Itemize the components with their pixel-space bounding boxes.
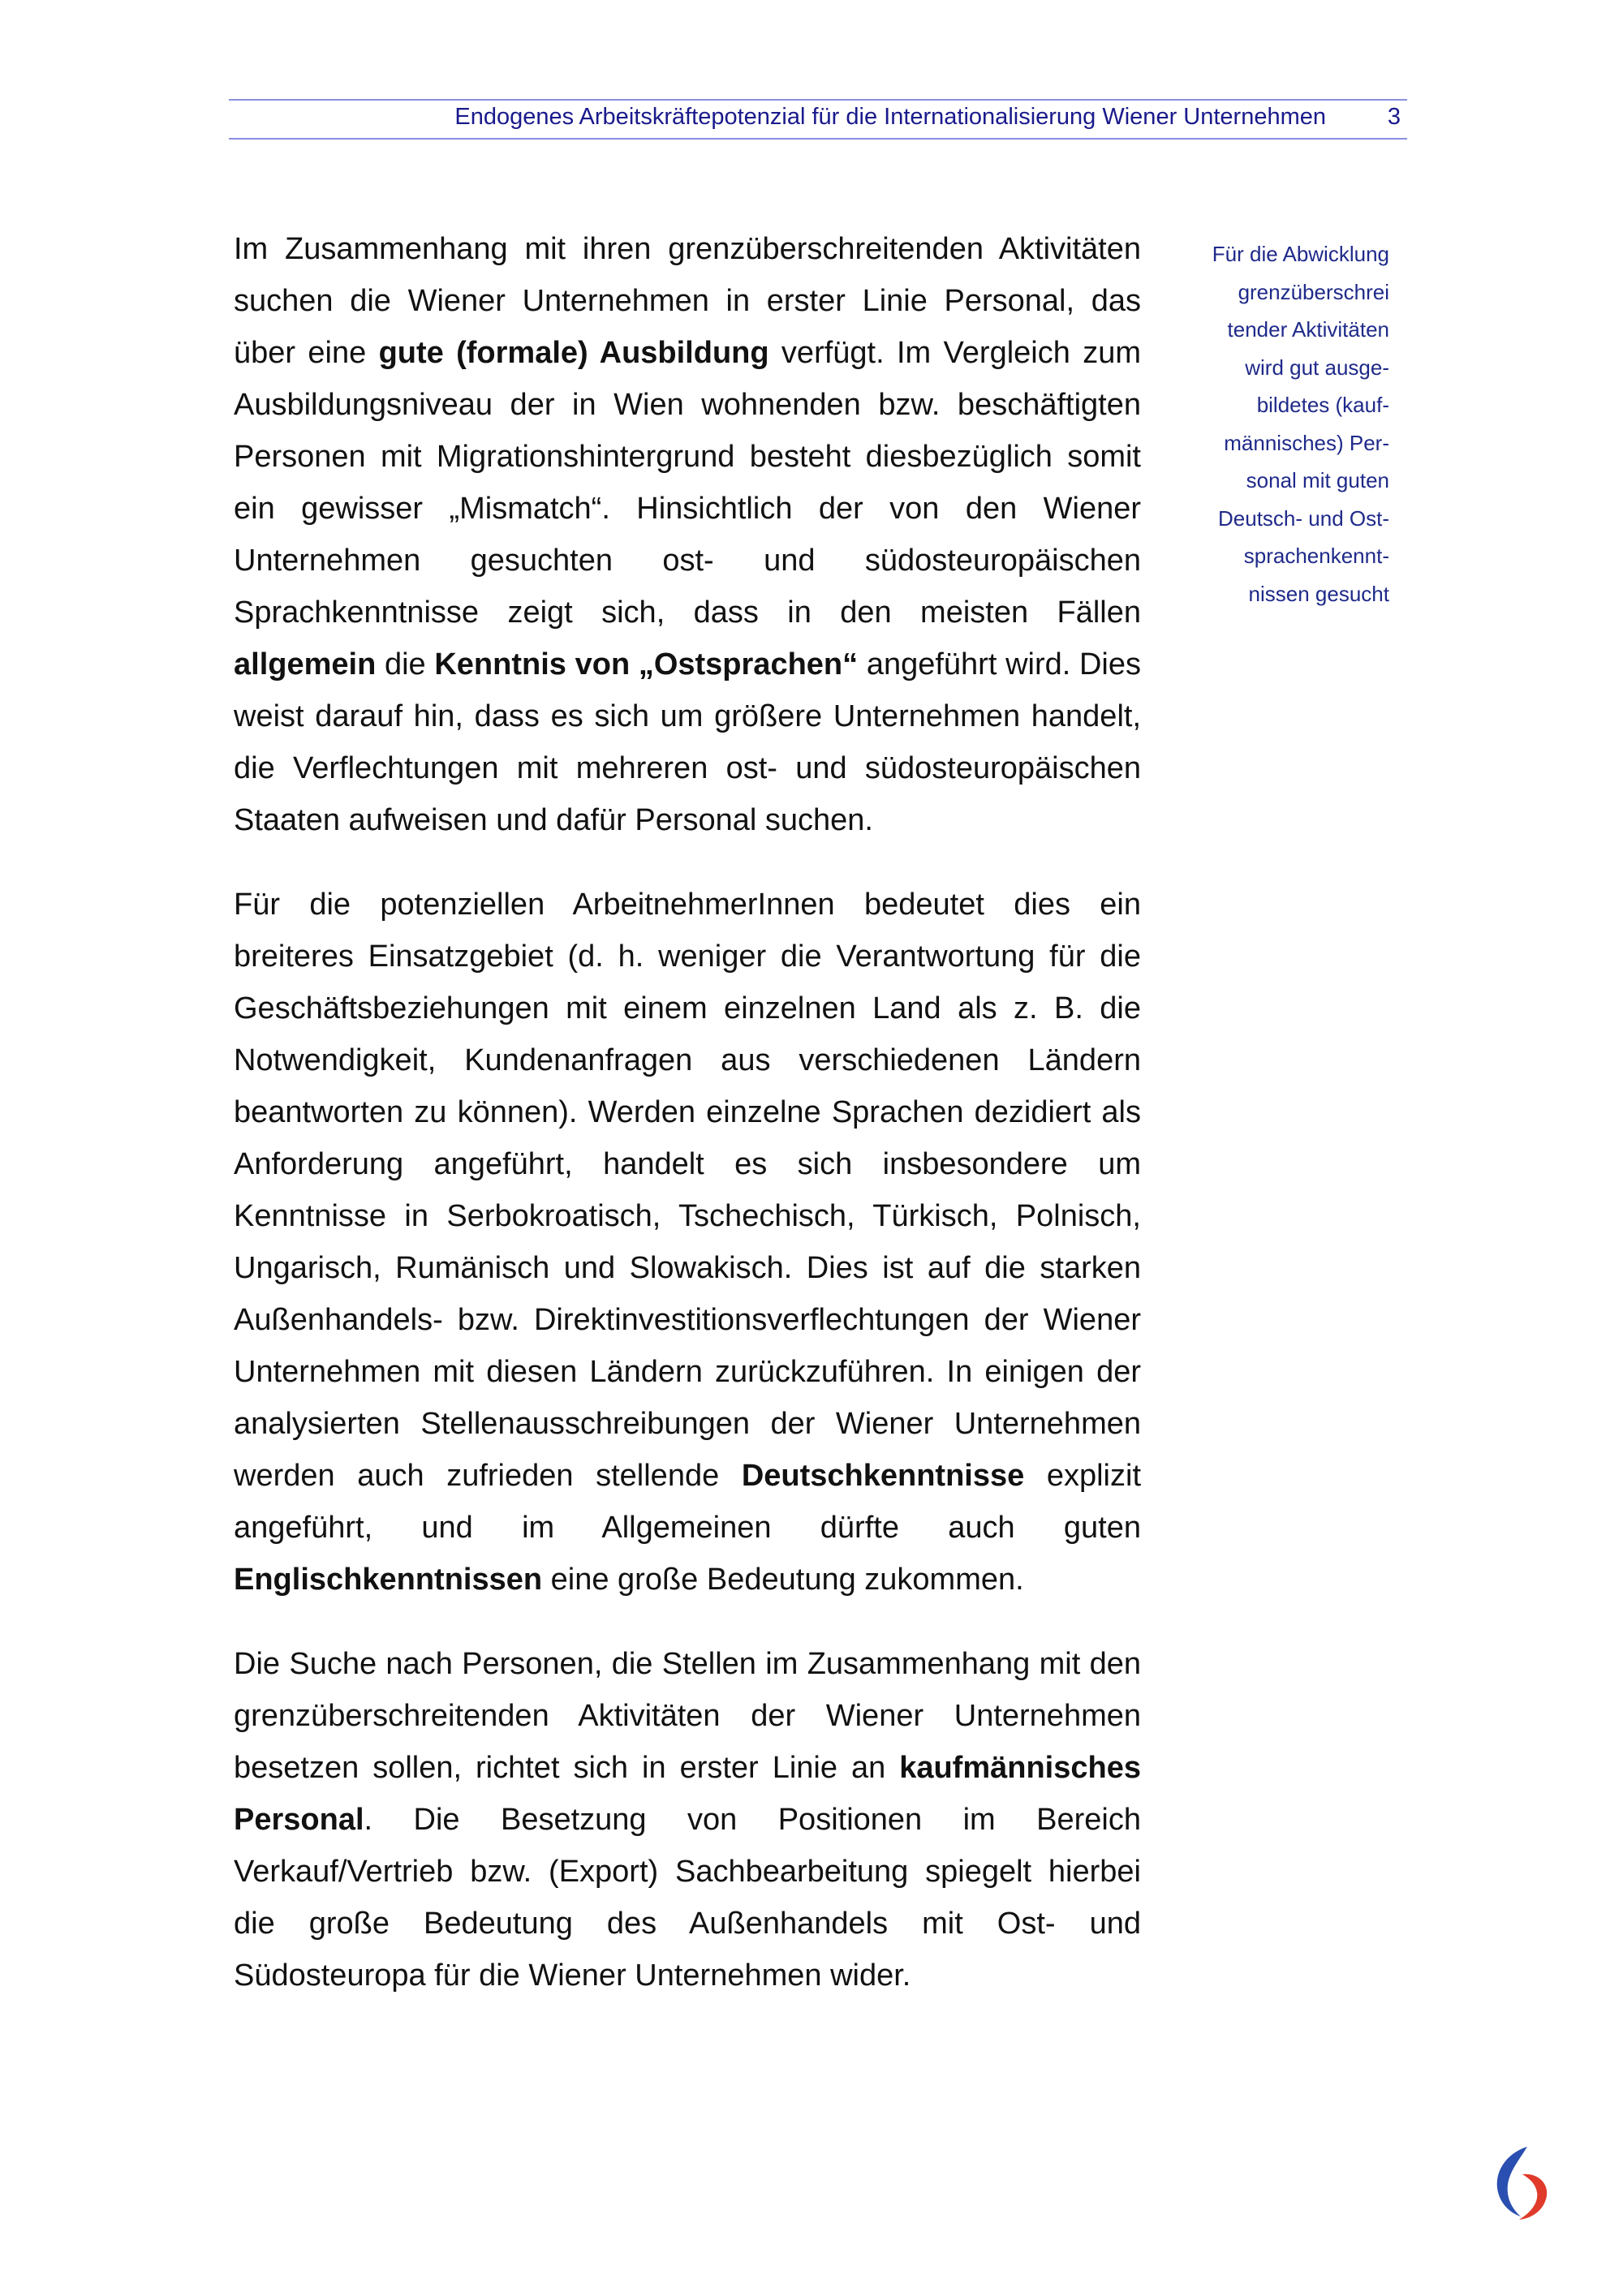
text-run: . Die Besetzung von Positionen im Bereich Verkauf/Vertrieb bzw. (Export) Sachbearbeitung spiegelt hierbei die große Bedeutung des Außenhandels mit Ost- und Südosteuropa für die Wiener Unternehmen wider. (234, 1803, 1141, 1993)
body-text (234, 223, 1141, 2034)
margin-note (1169, 235, 1389, 613)
margin-note-line: bildetes (kauf- (1256, 393, 1389, 417)
emphasis: Kenntnis von „Ostsprachen“ (434, 647, 859, 681)
paragraph-2 (234, 879, 1141, 1606)
paragraph-1 (234, 223, 1141, 846)
margin-note-line: männisches) Per- (1224, 430, 1389, 455)
margin-note-line: wird gut ausge- (1245, 355, 1389, 380)
text-run: Im Zusammenhang mit ihren grenzüberschreitenden Aktivitäten suchen die Wiener Unternehmen in erster Linie Personal, das über eine (234, 232, 1141, 370)
logo-white-cut (1514, 2179, 1530, 2188)
margin-note-line: nissen gesucht (1248, 581, 1389, 606)
institute-logo-icon (1490, 2142, 1558, 2223)
emphasis: allgemein (234, 647, 377, 681)
margin-note-line: Für die Abwicklung (1212, 242, 1389, 266)
emphasis: Englischkenntnissen (234, 1563, 543, 1597)
text-run: Die Suche nach Personen, die Stellen im Zusammenhang mit den grenzüberschreitenden Aktivitäten der Wiener Unternehmen besetzen sollen, richtet sich in erster Linie an (234, 1647, 1141, 1785)
text-run: explizit angeführt, und im Allgemeinen dürfte auch guten (234, 1459, 1142, 1545)
emphasis: Deutschkenntnisse (741, 1459, 1025, 1493)
text-run: angeführt wird. Dies weist darauf hin, dass es sich um größere Unternehmen handelt, die Verflechtungen mit mehreren ost- und südosteuropäischen Staaten aufweisen und dafür Personal suchen. (234, 647, 1141, 837)
running-header (229, 99, 1407, 140)
header-title: Endogenes Arbeitskräftepotenzial für die Internationalisierung Wiener Unternehmen (454, 104, 1326, 130)
emphasis: kaufmännisches Personal (234, 1751, 1141, 1837)
text-run: Für die potenziellen ArbeitnehmerInnen bedeutet dies ein breiteres Einsatzgebiet (d. h. weniger die Verantwortung für die Geschäftsbeziehungen mit einem einzelnen Land als z. B. die Notwendigkeit, Kundenanfragen aus verschiedenen Ländern beantworten zu können). Werden einzelne Sprachen dezidiert als Anforderung angeführt, handelt es sich insbesondere um Kenntnisse in Serbokroatisch, Tschechisch, Türkisch, Polnisch, Ungarisch, Rumänisch und Slowakisch. Dies ist auf die starken Außenhandels- bzw. Direktinvestitionsverflechtungen der Wiener Unternehmen mit diesen Ländern zurückzuführen. In einigen der analysierten Stellenausschreibungen der Wiener Unternehmen werden auch zufrieden stellende (234, 888, 1141, 1493)
margin-note-line: sonal mit guten (1246, 468, 1389, 492)
margin-note-line: sprachenkennt- (1243, 544, 1389, 568)
paragraph-3 (234, 1638, 1141, 2001)
text-run: verfügt. Im Vergleich zum Ausbildungsniveau der in Wien wohnenden bzw. beschäftigten Personen mit Migrationshintergrund besteht diesbezüglich somit ein gewisser „Mismatch“. Hinsichtlich der von den Wiener Unternehmen gesuchten ost- und südosteuropäischen Sprachkenntnisse zeigt sich, dass in den meisten Fällen (234, 336, 1141, 630)
margin-note-line: Deutsch- und Ost- (1218, 505, 1389, 531)
margin-note-line: tender Aktivitäten (1227, 317, 1389, 342)
text-run: die (376, 647, 435, 681)
margin-note-line: grenzüberschrei (1238, 279, 1389, 304)
page-number: 3 (1387, 104, 1401, 130)
emphasis: gute (formale) Ausbildung (378, 336, 769, 370)
text-run: eine große Bedeutung zukommen. (542, 1563, 1024, 1597)
